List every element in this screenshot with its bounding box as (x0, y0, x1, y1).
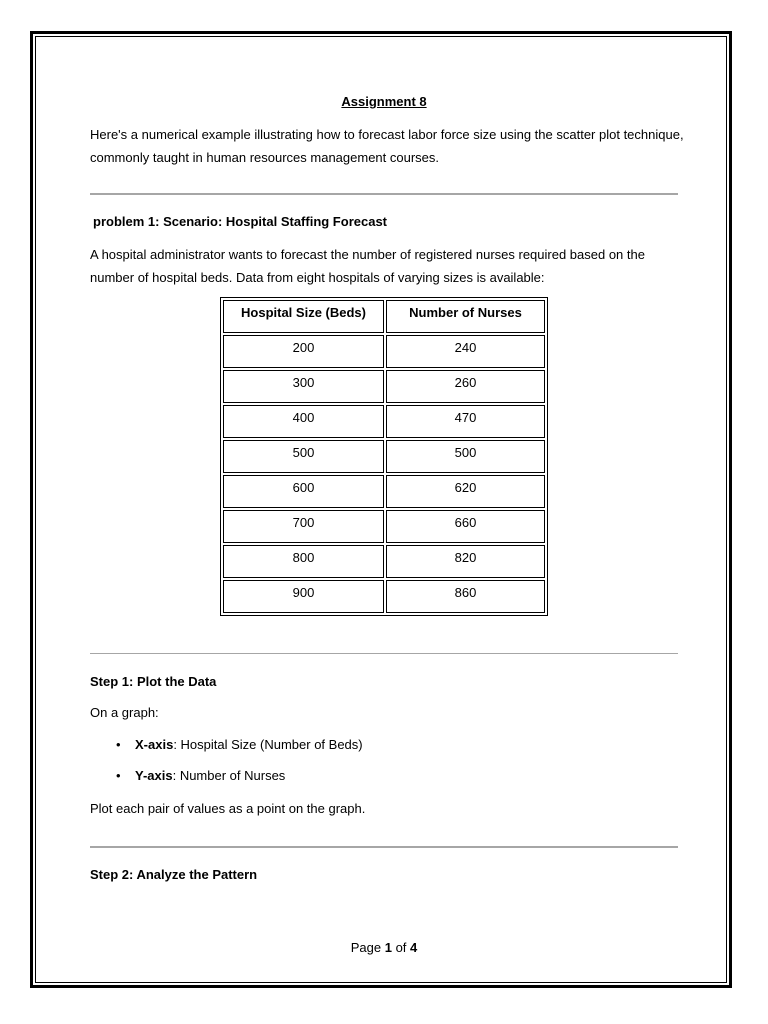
bullet-term: X-axis (135, 737, 174, 752)
table-header-row (223, 300, 545, 333)
page-word: Page (350, 940, 382, 955)
cell-nurses: 260 (386, 370, 545, 403)
section-divider (90, 193, 678, 195)
cell-nurses: 820 (386, 545, 545, 578)
bullet-term: Y-axis (135, 768, 173, 783)
column-header-number-of-nurses: Number of Nurses (386, 300, 545, 333)
cell-nurses: 860 (386, 580, 545, 613)
cell-nurses: 470 (386, 405, 545, 438)
section-divider (90, 653, 678, 654)
table-row (223, 405, 545, 438)
cell-beds: 500 (223, 440, 384, 473)
column-header-hospital-size: Hospital Size (Beds) (223, 300, 384, 333)
cell-beds: 700 (223, 510, 384, 543)
table-row (223, 440, 545, 473)
cell-beds: 900 (223, 580, 384, 613)
document-title: Assignment 8 (341, 94, 427, 109)
list-item (90, 735, 363, 766)
cell-nurses: 240 (386, 335, 545, 368)
page-footer (0, 940, 768, 955)
bullet-text: : Number of Nurses (172, 768, 286, 783)
table-row (223, 510, 545, 543)
bullet-icon: • (116, 768, 121, 783)
step1-heading: Step 1: Plot the Data (90, 674, 217, 689)
step1-lead: On a graph: (90, 705, 159, 720)
step2-heading: Step 2: Analyze the Pattern (90, 867, 258, 882)
step1-closing: Plot each pair of values as a point on the graph. (90, 801, 366, 816)
cell-beds: 800 (223, 545, 384, 578)
cell-nurses: 620 (386, 475, 545, 508)
cell-nurses: 660 (386, 510, 545, 543)
table-row (223, 580, 545, 613)
cell-nurses: 500 (386, 440, 545, 473)
table-row (223, 475, 545, 508)
page-current: 1 (384, 940, 392, 955)
cell-beds: 300 (223, 370, 384, 403)
table-row (223, 545, 545, 578)
problem-description: A hospital administrator wants to forecast the number of registered nurses required based on the number of hospital beds. Data from eight hospitals of varying sizes is available: (90, 247, 645, 285)
page-total: 4 (410, 940, 418, 955)
axis-bullet-list (90, 735, 363, 797)
data-table (220, 297, 548, 616)
cell-beds: 600 (223, 475, 384, 508)
table-row (223, 370, 545, 403)
intro-paragraph: Here's a numerical example illustrating how to forecast labor force size using the scatter plot technique, commonly taught in human resources management courses. (90, 127, 684, 165)
list-item (90, 766, 363, 797)
bullet-icon: • (116, 737, 121, 752)
section-divider (90, 846, 678, 848)
bullet-text: : Hospital Size (Number of Beds) (173, 737, 363, 752)
problem-heading: problem 1: Scenario: Hospital Staffing Forecast (93, 214, 387, 229)
cell-beds: 200 (223, 335, 384, 368)
cell-beds: 400 (223, 405, 384, 438)
table-row (223, 335, 545, 368)
of-word: of (395, 940, 407, 955)
